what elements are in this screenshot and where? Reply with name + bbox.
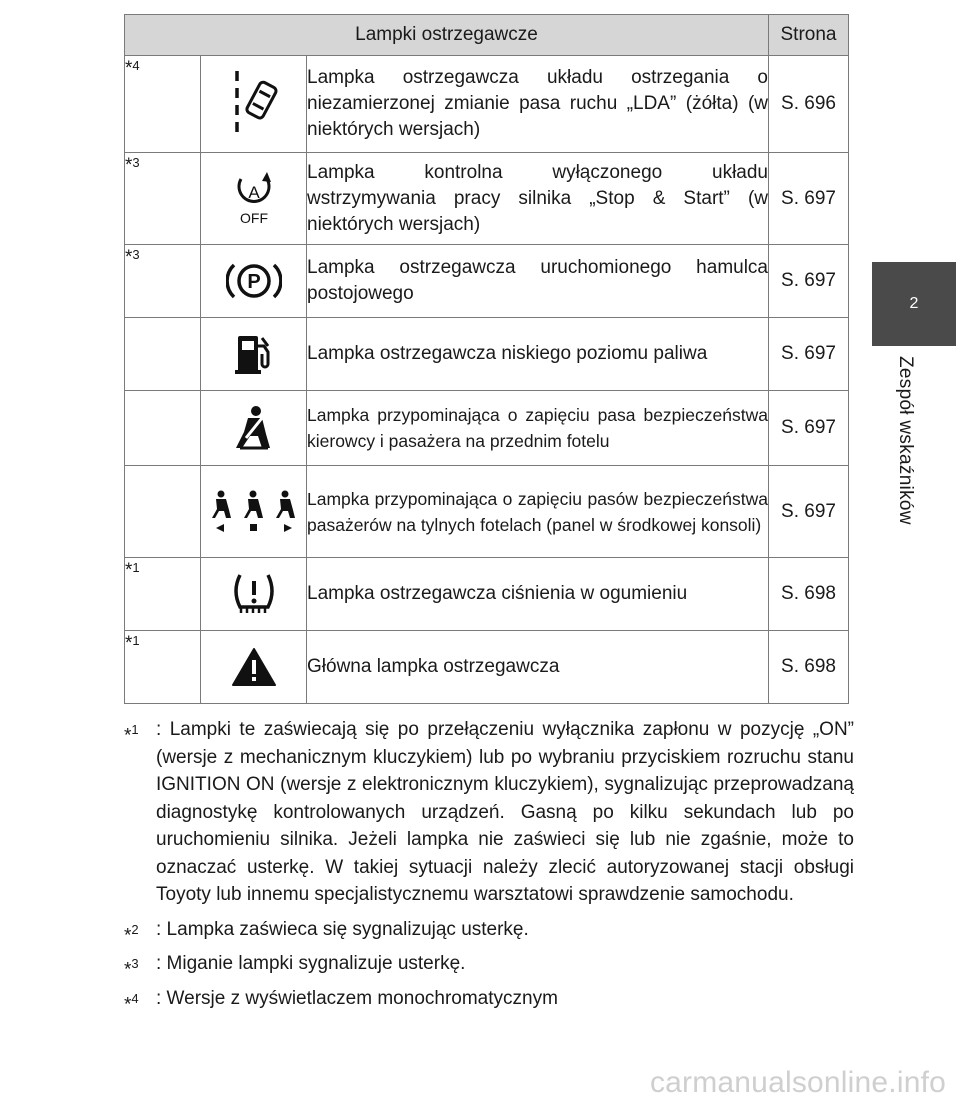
footnote-text: : Lampki te zaświecają się po przełączeniu wyłącznika zapłonu w pozycję „ON” (wersje z mechanicznym kluczykiem) lub po wybraniu przyciskiem rozruchu stanu IGNITION ON (wersje z elektronicznym kluczykiem), sygnalizując przeprowadzaną diagnostykę kontrolowanych urządzeń. Gasną po kilku sekundach lub po uruchomieniu silnika. Jeżeli lampka nie zaświeci się lub nie zgaśnie, może to oznaczać usterkę. W takiej sytuacji należy zlecić autoryzowanej stacji obsługi Toyoty lub innemu specjalistycznemu warsztatowi sprawdzenie samochodu.: [156, 719, 854, 905]
footnote: [124, 916, 854, 944]
footnote-marker: *$^1$: [124, 722, 139, 747]
footnote-marker: *$^4$: [125, 56, 201, 153]
chapter-number: 2: [909, 295, 919, 312]
page-reference: S. 698: [769, 558, 849, 631]
lane-departure-icon: [201, 56, 307, 153]
row-description: Lampka przypominająca o zapięciu pasa bezpieczeństwa kierowcy i pasażera na przednim fotelu: [307, 391, 769, 466]
row-description: Lampka ostrzegawcza niskiego poziomu paliwa: [307, 318, 769, 391]
table-row: [125, 56, 849, 153]
footnote: [124, 985, 854, 1013]
page-reference: S. 697: [769, 391, 849, 466]
footnote-marker: *$^1$: [125, 558, 201, 631]
table-row: [125, 245, 849, 318]
footnote-text: : Miganie lampki sygnalizuje usterkę.: [156, 953, 466, 974]
table-row: [125, 558, 849, 631]
footnote: [124, 716, 854, 909]
footnote-text: : Wersje z wyświetlaczem monochromatycznym: [156, 987, 558, 1009]
page-reference: S. 698: [769, 631, 849, 704]
footnote: [124, 950, 854, 981]
header-lamps: Lampki ostrzegawcze: [125, 15, 769, 56]
row-description: Lampka ostrzegawcza ciśnienia w ogumieniu: [307, 558, 769, 631]
page-reference: S. 697: [769, 153, 849, 245]
chapter-tab: [872, 262, 956, 346]
footnote-marker: [125, 318, 201, 391]
tire-pressure-icon: [201, 558, 307, 631]
table-row: [125, 318, 849, 391]
svg-text:A: A: [247, 182, 260, 202]
master-warning-icon: [201, 631, 307, 704]
row-description: Lampka przypominająca o zapięciu pasów bezpieczeństwa pasażerów na tylnych fotelach (panel w środkowej konsoli): [307, 466, 769, 558]
parking-brake-icon: [201, 245, 307, 318]
rear-seatbelts-icon: [201, 466, 307, 558]
svg-text:P: P: [246, 271, 261, 293]
footnote-marker: *$^4$: [124, 990, 139, 1015]
footnote-text: : Lampka zaświeca się sygnalizując usterkę.: [156, 918, 529, 940]
page-reference: S. 697: [769, 318, 849, 391]
header-page: Strona: [769, 15, 849, 56]
footnote-marker: *$^3$: [125, 245, 201, 318]
table-row: [125, 153, 849, 245]
footnote-marker: *$^2$: [124, 921, 139, 946]
page-reference: S. 697: [769, 466, 849, 558]
off-label: OFF: [239, 209, 268, 226]
table-row: [125, 391, 849, 466]
chapter-title: Zespół wskaźników: [895, 356, 916, 525]
table-row: [125, 631, 849, 704]
row-description: Lampka kontrolna wyłączonego układu wstrzymywania pracy silnika „Stop & Start” (w niektórych wersjach): [307, 153, 769, 245]
watermark: carmanualsonline.info: [649, 1066, 946, 1099]
footnotes: [124, 716, 854, 1019]
footnote-marker: *$^1$: [125, 631, 201, 704]
footnote-marker: [125, 466, 201, 558]
table-row: [125, 466, 849, 558]
row-description: Lampka ostrzegawcza układu ostrzegania o niezamierzonej zmianie pasa ruchu „LDA” (żółta) (w niektórych wersjach): [307, 56, 769, 153]
warning-lamps-table: [124, 14, 849, 704]
row-description: Lampka ostrzegawcza uruchomionego hamulca postojowego: [307, 245, 769, 318]
footnote-marker: *$^3$: [124, 956, 139, 981]
fuel-pump-icon: [201, 318, 307, 391]
footnote-marker: [125, 391, 201, 466]
page-reference: S. 696: [769, 56, 849, 153]
footnote-marker: *$^3$: [125, 153, 201, 245]
row-description: Główna lampka ostrzegawcza: [307, 631, 769, 704]
seatbelt-icon: [201, 391, 307, 466]
table-header-row: [125, 15, 849, 56]
stop-start-off-icon: [201, 153, 307, 245]
page-reference: S. 697: [769, 245, 849, 318]
